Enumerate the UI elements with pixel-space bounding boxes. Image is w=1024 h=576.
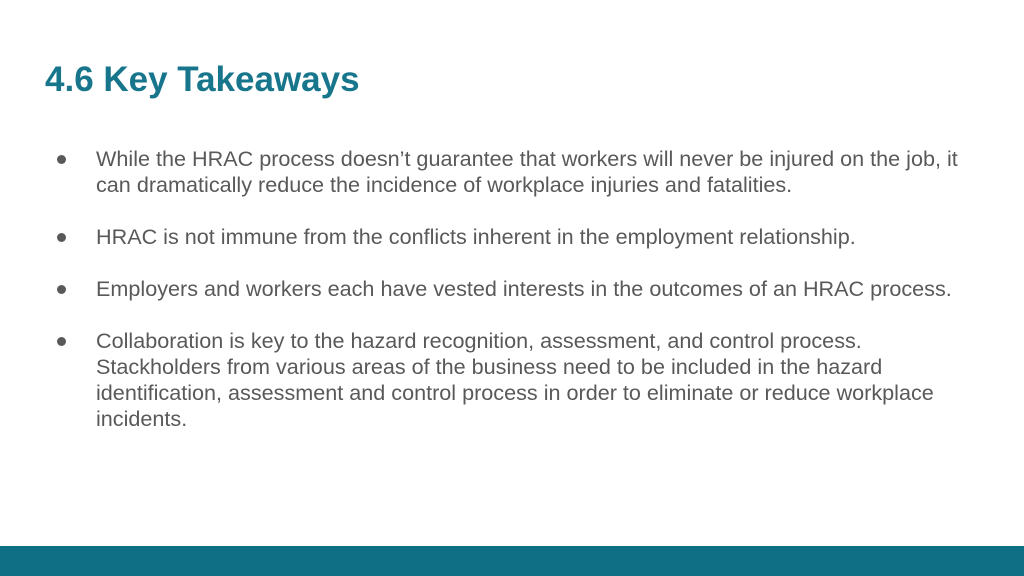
bullet-dot-icon (57, 337, 66, 346)
bullet-list (54, 146, 974, 458)
bullet-dot-icon (57, 233, 66, 242)
bullet-item (54, 276, 974, 302)
footer-bar (0, 546, 1024, 576)
bullet-dot-icon (57, 285, 66, 294)
bullet-text: Employers and workers each have vested interests in the outcomes of an HRAC process. (96, 276, 952, 301)
bullet-item (54, 328, 974, 432)
slide-title: 4.6 Key Takeaways (45, 60, 360, 99)
bullet-item (54, 146, 974, 198)
bullet-text: HRAC is not immune from the conflicts inherent in the employment relationship. (96, 224, 856, 249)
bullet-text: Collaboration is key to the hazard recognition, assessment, and control process. Stackholders from various areas of the business need to be included in the hazard identification, assessment and control process in order to eliminate or reduce workplace incidents. (96, 328, 934, 431)
bullet-dot-icon (57, 155, 66, 164)
bullet-text: While the HRAC process doesn’t guarantee that workers will never be injured on the job, it can dramatically reduce the incidence of workplace injuries and fatalities. (96, 146, 958, 197)
bullet-item (54, 224, 974, 250)
